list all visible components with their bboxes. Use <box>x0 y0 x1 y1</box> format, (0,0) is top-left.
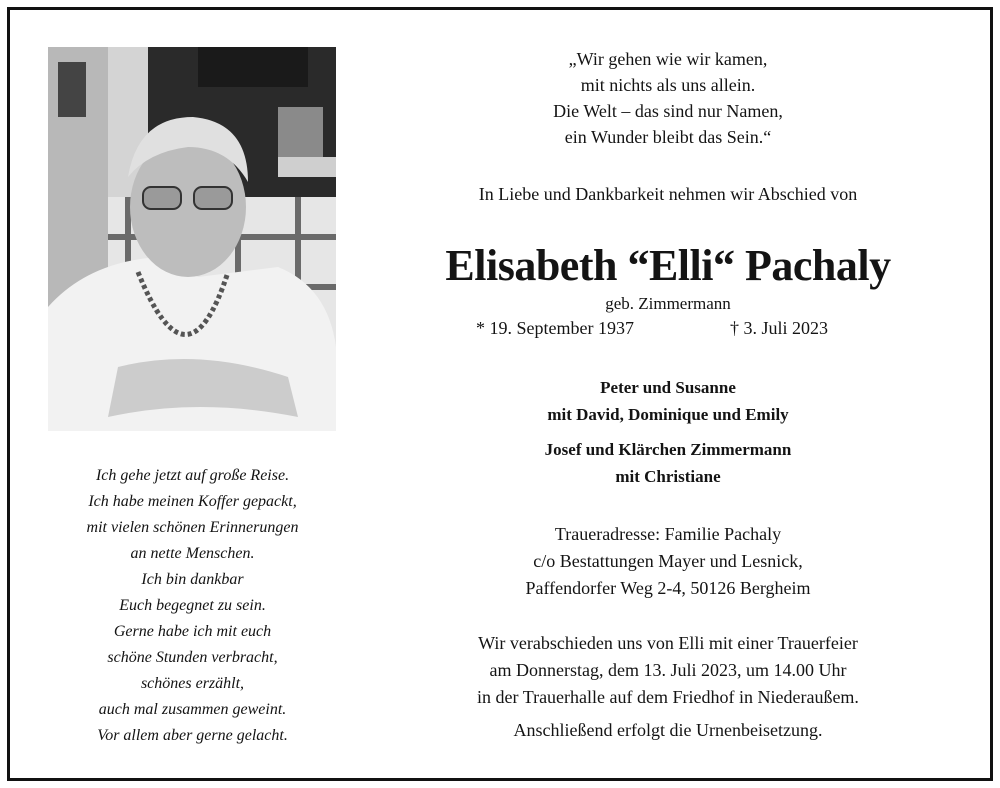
family-line: mit Christiane <box>615 467 721 486</box>
family-group <box>398 374 938 428</box>
family-line: Peter und Susanne <box>600 378 736 397</box>
left-poem-line: Gerne habe ich mit euch <box>113 623 272 640</box>
quote-line: Die Welt – das sind nur Namen, <box>553 101 783 121</box>
quote-line: ein Wunder bleibt das Sein.“ <box>564 127 772 147</box>
portrait-photo-icon <box>48 47 336 431</box>
address-line: c/o Bestattungen Mayer und Lesnick, <box>533 551 803 571</box>
service-line: Wir verabschieden uns von Elli mit einer Trauerfeier <box>478 633 858 653</box>
left-poem <box>30 463 355 749</box>
left-poem-line: Ich bin dankbar <box>141 571 244 588</box>
deceased-name: Elisabeth “Elli“ Pachaly <box>445 241 891 290</box>
quote-line: mit nichts als uns allein. <box>580 75 756 95</box>
service-line: am Donnerstag, dem 13. Juli 2023, um 14.00 Uhr <box>489 660 847 680</box>
address-line: Traueradresse: Familie Pachaly <box>554 524 782 544</box>
family-line: Josef und Klärchen Zimmermann <box>544 440 792 459</box>
service-line: in der Trauerhalle auf dem Friedhof in Niederaußem. <box>477 687 859 707</box>
family-line: mit David, Dominique und Emily <box>547 405 789 424</box>
urn-burial-note: Anschließend erfolgt die Urnenbeisetzung. <box>513 720 823 740</box>
farewell-intro: In Liebe und Dankbarkeit nehmen wir Abschied von <box>478 184 858 204</box>
portrait-photo <box>48 47 336 431</box>
family-group <box>398 436 938 490</box>
left-poem-line: an nette Menschen. <box>130 545 255 562</box>
funeral-service-info <box>398 630 938 711</box>
opening-quote <box>398 46 938 150</box>
birth-date: * 19. September 1937 <box>476 318 634 338</box>
mourning-address <box>398 521 938 602</box>
left-poem-line: Ich habe meinen Koffer gepackt, <box>88 493 297 510</box>
left-poem-line: schöne Stunden verbracht, <box>107 649 278 666</box>
maiden-name: geb. Zimmermann <box>605 294 731 313</box>
quote-line: „Wir gehen wie wir kamen, <box>568 49 768 69</box>
left-poem-line: Ich gehe jetzt auf große Reise. <box>95 467 290 484</box>
address-line: Paffendorfer Weg 2-4, 50126 Bergheim <box>525 578 811 598</box>
left-poem-line: Vor allem aber gerne gelacht. <box>97 727 288 744</box>
death-date: † 3. Juli 2023 <box>730 318 829 338</box>
left-poem-line: auch mal zusammen geweint. <box>98 701 287 718</box>
left-poem-line: mit vielen schönen Erinnerungen <box>86 519 299 536</box>
left-poem-line: Euch begegnet zu sein. <box>119 597 266 614</box>
left-poem-line: schönes erzählt, <box>140 675 245 692</box>
